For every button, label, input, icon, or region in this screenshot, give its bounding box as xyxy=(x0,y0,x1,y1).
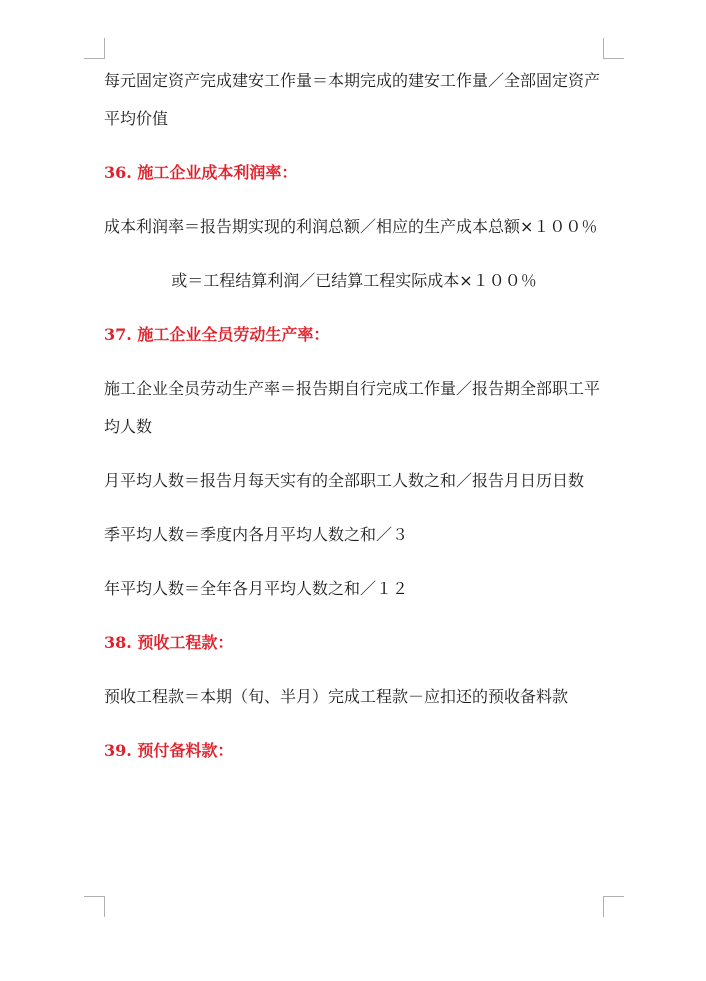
formula-quarterly-average-headcount: 季平均人数＝季度内各月平均人数之和／３ xyxy=(104,525,409,544)
formula-fixed-asset-output: 每元固定资产完成建安工作量＝本期完成的建安工作量／全部固定资产平均价值 xyxy=(104,71,601,128)
formula-cost-profit-rate-alt: 或＝工程结算利润／已结算工程实际成本×１００％ xyxy=(171,271,537,290)
document-body xyxy=(104,62,604,786)
section-heading-38: 38. 预收工程款： xyxy=(104,633,234,652)
section-heading-36: 36. 施工企业成本利润率： xyxy=(104,163,298,182)
section-heading-39: 39. 预付备料款： xyxy=(104,741,234,760)
formula-labor-productivity: 施工企业全员劳动生产率＝报告期自行完成工作量／报告期全部职工平均人数 xyxy=(104,379,601,436)
page-corner-mark-bottom-right xyxy=(603,896,624,917)
formula-cost-profit-rate: 成本利润率＝报告期实现的利润总额／相应的生产成本总额×１００％ xyxy=(104,217,598,236)
section-heading-37: 37. 施工企业全员劳动生产率： xyxy=(104,325,330,344)
page-corner-mark-bottom-left xyxy=(84,896,105,917)
page-corner-mark-top-right xyxy=(603,38,624,59)
formula-annual-average-headcount: 年平均人数＝全年各月平均人数之和／１２ xyxy=(104,579,409,598)
formula-monthly-average-headcount: 月平均人数＝报告月每天实有的全部职工人数之和／报告月日历日数 xyxy=(104,471,585,490)
page-corner-mark-top-left xyxy=(84,38,105,59)
formula-advance-receipts: 预收工程款＝本期（旬、半月）完成工程款－应扣还的预收备料款 xyxy=(104,687,569,706)
